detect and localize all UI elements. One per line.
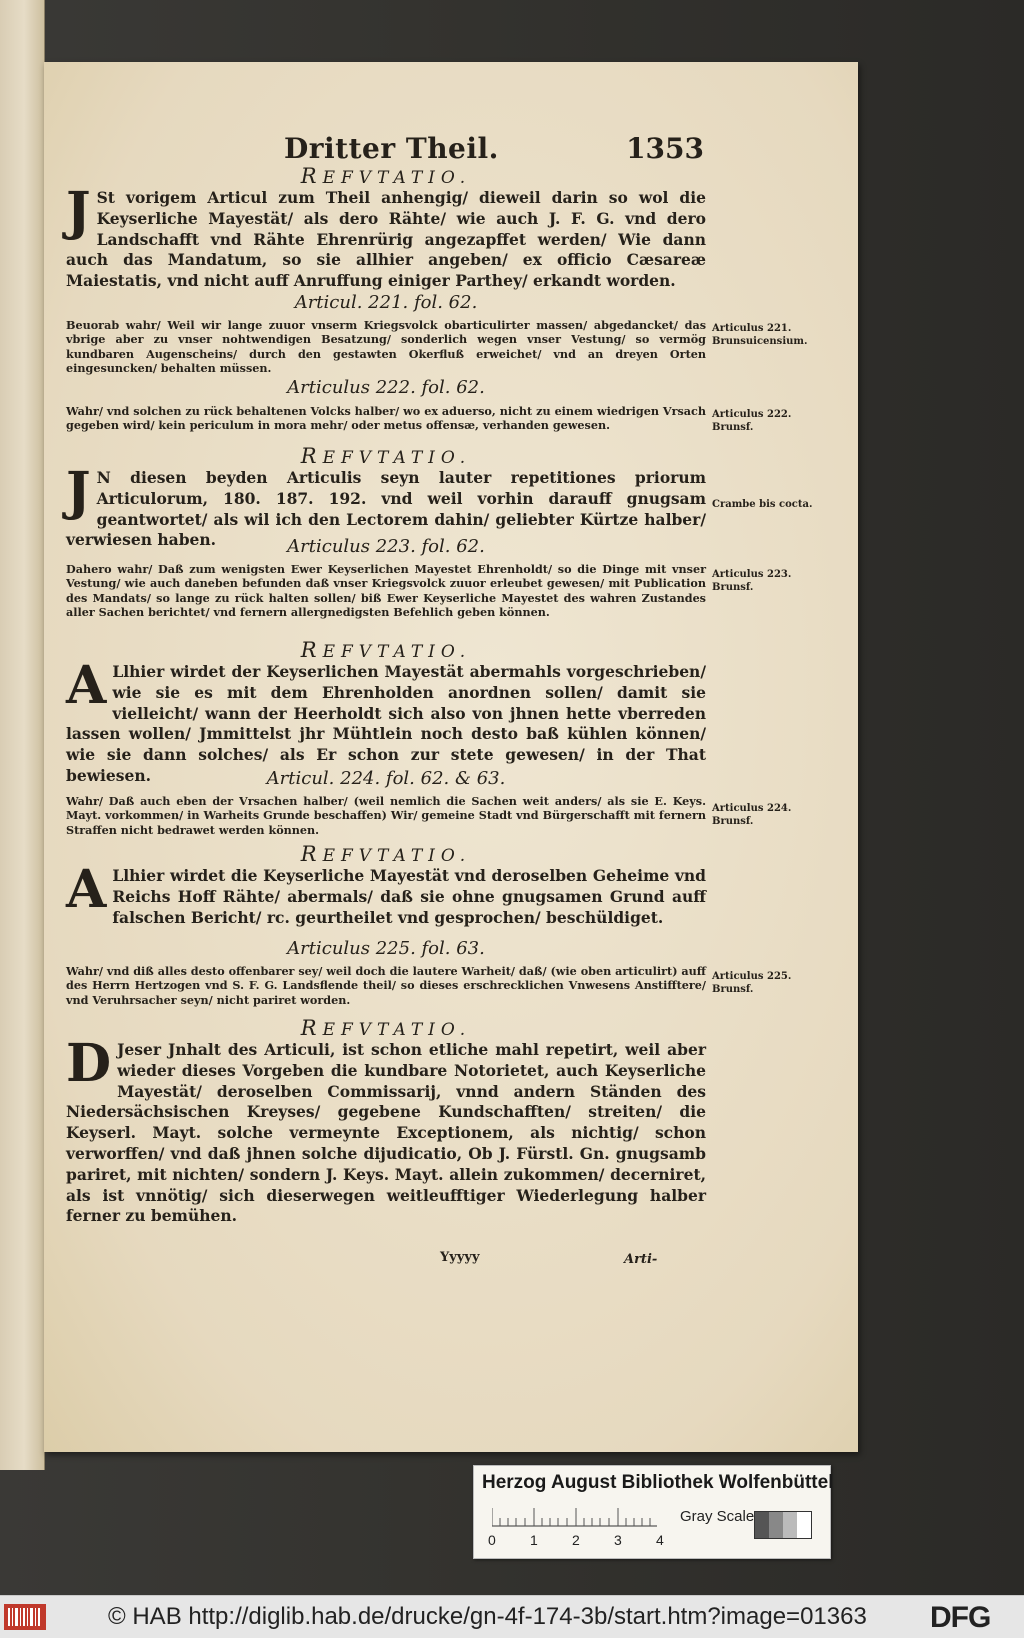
facing-page-edge bbox=[0, 0, 45, 1470]
article-text: Wahr/ vnd solchen zu rück behaltenen Volcks halber/ wo ex aduerso, nicht zu einem wiedrigen Vrsach gegeben wird/ kein periculum in mora mehr/ oder metus offensæ, verhanden gewesen. bbox=[66, 404, 706, 433]
refutatio-heading: REFVTATIO. bbox=[300, 444, 472, 468]
ruler-number: 0 bbox=[488, 1532, 496, 1548]
page-number: 1353 bbox=[626, 132, 704, 165]
article-heading: Articulus 222. fol. 62. bbox=[287, 377, 485, 398]
margin-note: Crambe bis cocta. bbox=[712, 499, 813, 510]
article-text: Wahr/ Daß auch eben der Vrsachen halber/ (weil nemlich die Sachen weit anders/ als sie E. Keys. Mayt. vorkommen/ in Warheits Grunde beschaffen) Wir/ gemeine Stadt vnd Bürgerschafft mit fernern Straffen nicht bedrawet werden können. bbox=[66, 794, 706, 837]
ruler-number: 3 bbox=[614, 1532, 622, 1548]
drop-cap: D bbox=[66, 1033, 112, 1094]
body-paragraph bbox=[66, 1033, 706, 1227]
drop-cap: J bbox=[66, 461, 91, 522]
margin-note: Articulus 224. Brunsf. bbox=[712, 803, 792, 827]
ruler-number: 1 bbox=[530, 1532, 538, 1548]
signature-mark: Yyyyy bbox=[440, 1250, 480, 1265]
paragraph-text: N diesen beyden Articulis seyn lauter repetitiones priorum Articulorum, 180. 187. 192. vnd weil vorhin darauff gnugsam geantwortet/ als wil ich den Lectorem dahin/ geliebter Kürtze halber/ verwiesen haben. bbox=[66, 468, 706, 550]
article-heading: Articulus 225. fol. 63. bbox=[287, 938, 485, 959]
library-card-title: Herzog August Bibliothek Wolfenbüttel bbox=[482, 1472, 834, 1493]
refutatio-heading: REFVTATIO. bbox=[300, 164, 472, 188]
article-heading: Articul. 224. fol. 62. & 63. bbox=[266, 768, 506, 789]
refutatio-heading: REFVTATIO. bbox=[300, 638, 472, 662]
body-paragraph bbox=[66, 181, 706, 292]
paragraph-text: Llhier wirdet der Keyserlichen Mayestät abermahls vorgeschrieben/ wie sie es mit dem Ehrenholden anordnen sollen/ damit sie vielleicht/ wann der Heerholdt sich also von jhnen hette vberreden lassen wollen/ Jmmittelst jhr Mühtlein noch desto baß kühlen können/ wie sie dann solches/ als Er schon zur stete gewesen/ in der That bewiesen. bbox=[66, 662, 706, 785]
margin-note: Articulus 221. Brunsuicensium. bbox=[712, 323, 808, 347]
refutatio-heading: REFVTATIO. bbox=[300, 1016, 472, 1040]
gray-scale-label: Gray Scale bbox=[680, 1508, 755, 1525]
ruler-icon bbox=[492, 1504, 657, 1528]
running-title: Dritter Theil. bbox=[284, 132, 499, 165]
margin-note: Articulus 223. Brunsf. bbox=[712, 569, 792, 593]
article-text: Dahero wahr/ Daß zum wenigsten Ewer Keyserlichen Mayestet Ehrenholdt/ so die Dinge mit vnser Vestung/ wie auch daneben befunden daß vnser Kriegsvolck zuuor erleubet gewesen/ mit Publication des Mandats/ so lange zu rück halten sollen/ biß Ewer Keyserliche Mayestet des wahren Zustandes aller Sachen berichtet/ vnd fernern allergnedigsten Befehlich geben können. bbox=[66, 562, 706, 620]
margin-note: Articulus 222. Brunsf. bbox=[712, 409, 792, 433]
ruler-numbers bbox=[488, 1532, 698, 1548]
ruler-number: 2 bbox=[572, 1532, 580, 1548]
article-heading: Articulus 223. fol. 62. bbox=[287, 536, 485, 557]
catchword: Arti- bbox=[624, 1252, 658, 1267]
drop-cap: J bbox=[66, 181, 91, 242]
drop-cap: A bbox=[66, 859, 107, 920]
ruler-number: 4 bbox=[656, 1532, 664, 1548]
paragraph-text: Llhier wirdet die Keyserliche Mayestät vnd deroselben Geheime vnd Reichs Hoff Rähte/ abermals/ daß sie ohne gnugsamen Grund auff falschen Bericht/ rc. geurtheilet vnd gesprochen/ beschüldiget. bbox=[112, 866, 706, 927]
viewer-footer bbox=[0, 1595, 1024, 1638]
gray-scale-swatch bbox=[754, 1511, 812, 1539]
body-paragraph bbox=[66, 859, 706, 928]
margin-note: Articulus 225. Brunsf. bbox=[712, 971, 792, 995]
barcode-icon bbox=[4, 1604, 46, 1630]
paragraph-text: Jeser Jnhalt des Articuli, ist schon etliche mahl repetirt, weil aber wieder dieses Vorgeben die kundbare Notorietet, auch Keyserliche Mayestät/ deroselben Commissarij, vnnd andern Ständen des Niedersächsischen Kreyses/ gegebene Kundschafften/ streiten/ die Keyserl. Mayt. solche vermeynte Exceptionem, als nichtig/ schon verworffen/ vnd daß jhnen solche dijudicatio, Ob J. Fürstl. Gn. gnugsamb pariret, mit nichten/ sondern J. Keys. Mayt. allein zukommen/ decerniret, als ist vnnötig/ sich dieserwegen weitleufftiger Wiederlegung halber ferner zu bemühen. bbox=[66, 1040, 706, 1226]
book-page bbox=[44, 62, 858, 1452]
paragraph-text: St vorigem Articul zum Theil anhengig/ dieweil darin so wol die Keyserliche Mayestät/ als dero Rähte/ wie auch J. F. G. vnd dero Landschafft vnd Rähte Ehrenrürig angezapffet werden/ Wie dann auch das Mandatum, so sie allhier angeben/ ex officio Cæsareæ Maiestatis, vnd nicht auff Anruffung einiger Parthey/ erkandt worden. bbox=[66, 188, 706, 291]
library-color-card bbox=[473, 1465, 834, 1559]
refutatio-heading: REFVTATIO. bbox=[300, 842, 472, 866]
drop-cap: A bbox=[66, 655, 107, 716]
copyright-link[interactable]: © HAB http://diglib.hab.de/drucke/gn-4f-174-3b/start.htm?image=01363 bbox=[108, 1603, 867, 1630]
article-heading: Articul. 221. fol. 62. bbox=[294, 292, 478, 313]
article-text: Beuorab wahr/ Weil wir lange zuuor vnserm Kriegsvolck obarticulirter massen/ abgedancket/ das vbrige aber zu vnser nohtwendigen Besatzung/ sonderlich wegen vnser Vestung/ so vermög kundbaren Augenscheins/ durch den gestawten Okerfluß erweichet/ vnd an dreyen Orten eingesuncken/ behalten müssen. bbox=[66, 318, 706, 376]
dfg-logo: DFG bbox=[930, 1601, 991, 1634]
article-text: Wahr/ vnd diß alles desto offenbarer sey/ weil doch die lautere Warheit/ daß/ (wie oben articulirt) auff des Herrn Hertzogen vnd S. F. G. Landsflende theil/ so dieses erschrecklichen Vnwesens Anstifftere/ vnd Veruhrsacher seyn/ nicht pariret worden. bbox=[66, 964, 706, 1007]
